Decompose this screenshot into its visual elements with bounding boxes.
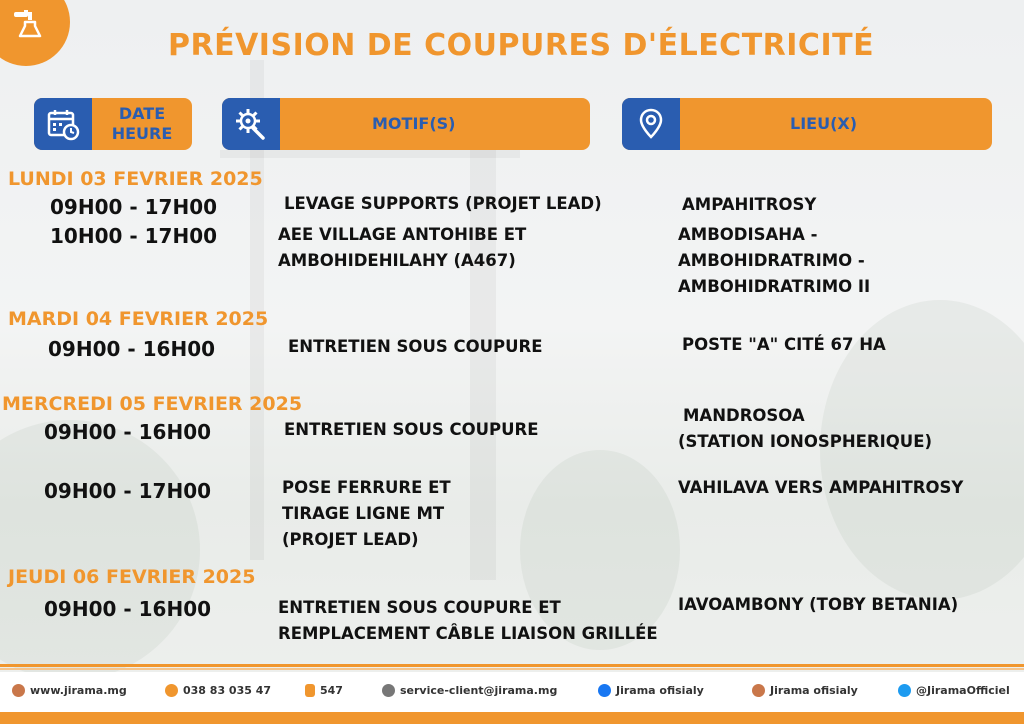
- lieu-line: AMBOHIDRATRIMO II: [678, 277, 871, 296]
- motif-text: LEVAGE SUPPORTS (PROJET LEAD): [284, 194, 602, 213]
- social-text: Jirama ofisialy: [770, 684, 858, 697]
- motif-line: AMBOHIDEHILAHY (A467): [278, 251, 516, 270]
- location-pin-icon: [622, 98, 680, 150]
- calendar-clock-icon: [34, 98, 92, 150]
- gear-wrench-icon: [222, 98, 280, 150]
- day-label: MERCREDI 05 FEVRIER 2025: [2, 393, 303, 415]
- lieu-line: MANDROSOA: [683, 406, 805, 425]
- header-motif-label: MOTIF(S): [372, 114, 456, 133]
- motif-text: [278, 222, 526, 274]
- lieu-text: [678, 222, 870, 300]
- footer-short-number[interactable]: [305, 684, 343, 697]
- footer-divider: [0, 664, 1024, 667]
- header-date: [34, 98, 192, 150]
- time-range: 09H00 - 16H00: [44, 420, 212, 444]
- hand-icon: [305, 684, 315, 697]
- website-text: www.jirama.mg: [30, 684, 127, 697]
- day-label: LUNDI 03 FEVRIER 2025: [8, 168, 263, 190]
- bg-crossarm: [220, 150, 520, 158]
- jirama-logo: [0, 0, 70, 66]
- motif-line: REMPLACEMENT CÂBLE LIAISON GRILLÉE: [278, 624, 658, 643]
- time-range: 09H00 - 17H00: [44, 479, 212, 503]
- lieu-text: VAHILAVA VERS AMPAHITROSY: [678, 478, 964, 497]
- header-motif: [222, 98, 590, 150]
- lieu-line: AMBOHIDRATRIMO -: [678, 251, 865, 270]
- footer-bottom-band: [0, 712, 1024, 724]
- footer-phone[interactable]: [165, 684, 271, 697]
- motif-text: ENTRETIEN SOUS COUPURE: [288, 337, 543, 356]
- lieu-text: POSTE "A" CITÉ 67 HA: [682, 335, 886, 354]
- footer-facebook[interactable]: [598, 684, 704, 697]
- day-label: MARDI 04 FEVRIER 2025: [8, 308, 269, 330]
- tap-flask-icon: [12, 8, 44, 40]
- email-text: service-client@jirama.mg: [400, 684, 558, 697]
- footer-bar: [0, 672, 1024, 712]
- footer-social[interactable]: [752, 684, 858, 697]
- globe-icon: [12, 684, 25, 697]
- motif-line: ENTRETIEN SOUS COUPURE ET: [278, 598, 561, 617]
- footer-email[interactable]: [382, 684, 557, 697]
- facebook-text: Jirama ofisialy: [616, 684, 704, 697]
- time-range: 10H00 - 17H00: [50, 224, 218, 248]
- day-label: JEUDI 06 FEVRIER 2025: [8, 566, 256, 588]
- page-title: PRÉVISION DE COUPURES D'ÉLECTRICITÉ: [168, 28, 875, 63]
- header-lieu: [622, 98, 992, 150]
- time-range: 09H00 - 16H00: [44, 597, 212, 621]
- lieu-text: [678, 403, 932, 455]
- short-number-text: 547: [320, 684, 343, 697]
- time-range: 09H00 - 17H00: [50, 195, 218, 219]
- footer-divider: [0, 668, 1024, 670]
- lieu-text: AMPAHITROSY: [682, 195, 817, 214]
- header-lieu-label: LIEU(X): [790, 114, 858, 133]
- header-date-label: [92, 98, 192, 150]
- lieu-line: (STATION IONOSPHERIQUE): [678, 432, 933, 451]
- lieu-line: AMBODISAHA -: [678, 225, 818, 244]
- facebook-icon: [598, 684, 611, 697]
- time-range: 09H00 - 16H00: [48, 337, 216, 361]
- phone-text: 038 83 035 47: [183, 684, 272, 697]
- support-icon: [382, 684, 395, 697]
- social-icon: [752, 684, 765, 697]
- motif-line: POSE FERRURE ET: [282, 478, 451, 497]
- twitter-icon: [898, 684, 911, 697]
- motif-text: ENTRETIEN SOUS COUPURE: [284, 420, 539, 439]
- motif-line: (PROJET LEAD): [282, 530, 419, 549]
- footer-website[interactable]: [12, 684, 127, 697]
- lieu-text: IAVOAMBONY (TOBY BETANIA): [678, 595, 959, 614]
- motif-text: [282, 475, 451, 553]
- twitter-text: @JiramaOfficiel: [916, 684, 1010, 697]
- motif-text: [278, 595, 658, 647]
- footer-twitter[interactable]: [898, 684, 1010, 697]
- bg-foliage: [0, 420, 200, 680]
- date-label: DATE: [118, 104, 166, 123]
- motif-line: AEE VILLAGE ANTOHIBE ET: [278, 225, 527, 244]
- phone-icon: [165, 684, 178, 697]
- motif-line: TIRAGE LIGNE MT: [282, 504, 445, 523]
- hour-label: HEURE: [111, 124, 173, 143]
